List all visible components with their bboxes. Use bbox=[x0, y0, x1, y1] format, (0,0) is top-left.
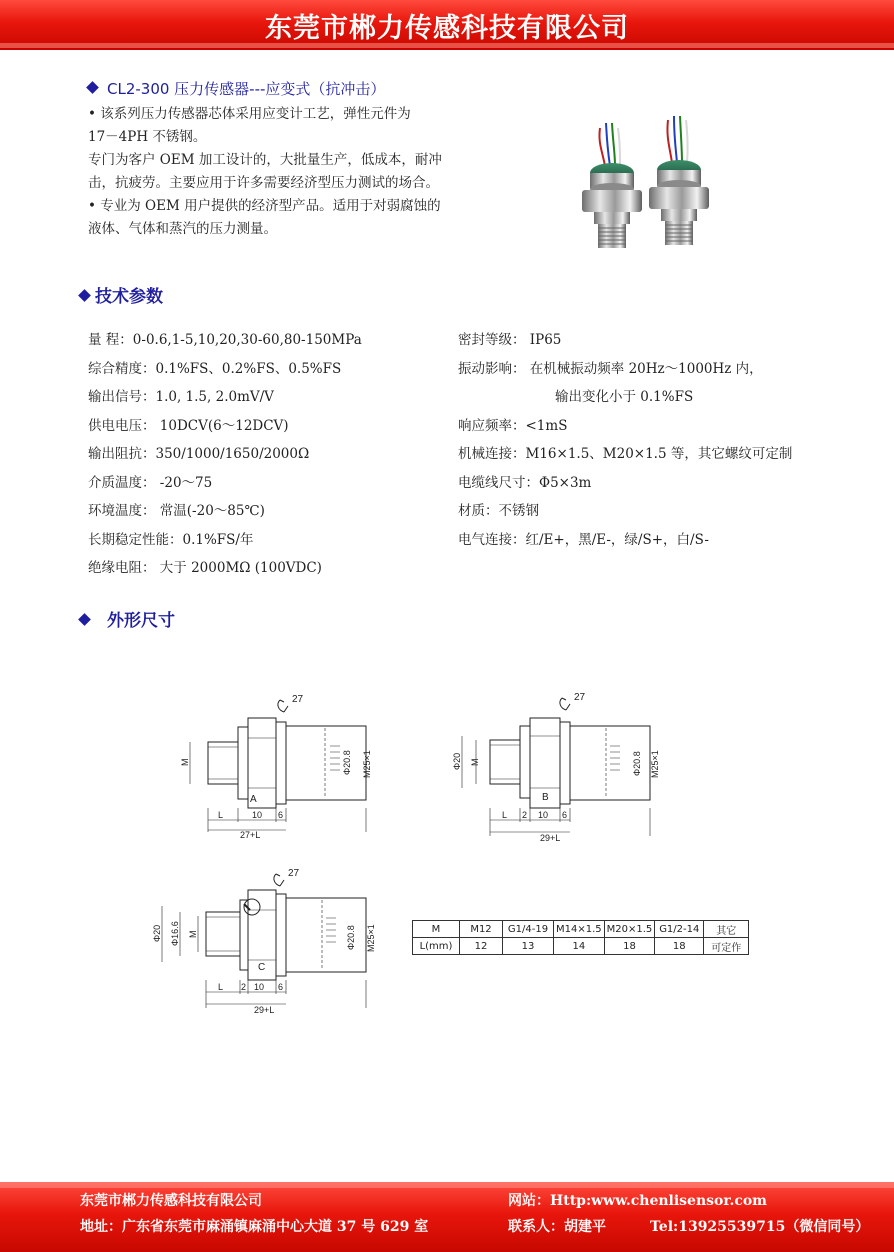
table-cell: 18 bbox=[604, 938, 655, 955]
sensor-right bbox=[649, 116, 709, 245]
table-cell: L(mm) bbox=[413, 938, 460, 955]
drawing-b bbox=[448, 688, 668, 853]
table-cell: G1/4-19 bbox=[503, 921, 554, 938]
table-cell: 12 bbox=[460, 938, 503, 955]
footer-website[interactable]: 网站：Http:www.chenlisensor.com bbox=[508, 1193, 767, 1209]
dim-m: M bbox=[180, 758, 190, 766]
wrench-size: 27 bbox=[574, 692, 586, 703]
spec-electrical: 电气连接：红/E+，黑/E-，绿/S+，白/S- bbox=[458, 532, 709, 548]
dim-total: 29+L bbox=[254, 1005, 275, 1015]
table-cell: M bbox=[413, 921, 460, 938]
wrench-icon bbox=[560, 698, 570, 710]
dim-6: 6 bbox=[278, 982, 284, 992]
dim-m: M bbox=[188, 930, 198, 938]
footer-contact: 联系人：胡建平 bbox=[508, 1219, 606, 1235]
spec-vibration-cont: 输出变化小于 0.1%FS bbox=[555, 389, 694, 405]
diamond-bullet-icon bbox=[86, 81, 99, 94]
spec-sealing: 密封等级： IP65 bbox=[458, 332, 562, 348]
spec-supply: 供电电压： 10DCV(6～12DCV) bbox=[88, 418, 289, 434]
dim-10: 10 bbox=[252, 810, 263, 820]
wrench-size: 27 bbox=[292, 694, 304, 705]
spec-impedance: 输出阻抗：350/1000/1650/2000Ω bbox=[88, 446, 310, 462]
dim-dia: Φ20.8 bbox=[632, 751, 642, 776]
diamond-bullet-icon bbox=[78, 289, 91, 302]
footer-stripe bbox=[0, 1182, 894, 1188]
intro-line: 击，抗疲劳。主要应用于许多需要经济型压力测试的场合。 bbox=[88, 175, 439, 191]
spec-accuracy: 综合精度：0.1%FS、0.2%FS、0.5%FS bbox=[88, 361, 342, 377]
header-band bbox=[0, 0, 894, 50]
spec-connection: 机械连接：M16×1.5、M20×1.5 等，其它螺纹可定制 bbox=[458, 446, 793, 462]
spec-output: 输出信号：1.0, 1.5, 2.0mV/V bbox=[88, 389, 274, 405]
dim-10: 10 bbox=[254, 982, 265, 992]
tech-title: 技术参数 bbox=[95, 287, 163, 307]
footer-tel: Tel:13925539715（微信同号） bbox=[650, 1219, 870, 1235]
intro-line: 液体、气体和蒸汽的压力测量。 bbox=[88, 221, 277, 237]
dim-dia: Φ20.8 bbox=[346, 925, 356, 950]
header-line bbox=[0, 48, 894, 50]
dim-body: M25×1 bbox=[650, 750, 660, 778]
wrench-icon bbox=[278, 700, 288, 712]
spec-insulation: 绝缘电阻： 大于 2000MΩ (100VDC) bbox=[88, 560, 322, 576]
intro-title: CL2-300 压力传感器---应变式（抗冲击） bbox=[107, 80, 386, 98]
table-cell: 可定作 bbox=[704, 938, 749, 955]
dim-body: M25×1 bbox=[362, 750, 372, 778]
table-cell: 13 bbox=[503, 938, 554, 955]
dim-6: 6 bbox=[562, 810, 568, 820]
spec-ambient-temp: 环境温度： 常温(-20～85℃) bbox=[88, 503, 265, 519]
spec-cable: 电缆线尺寸：Φ5×3m bbox=[458, 475, 592, 491]
spec-medium-temp: 介质温度： -20～75 bbox=[88, 475, 213, 491]
intro-line: 专门为客户 OEM 加工设计的，大批量生产，低成本，耐冲 bbox=[88, 152, 442, 168]
table-cell: M12 bbox=[460, 921, 503, 938]
table-cell: 14 bbox=[554, 938, 605, 955]
drawing-letter: B bbox=[542, 792, 549, 803]
intro-line: • 专业为 OEM 用户提供的经济型产品。适用于对弱腐蚀的 bbox=[88, 198, 441, 214]
dims-heading bbox=[80, 606, 175, 631]
spec-stability: 长期稳定性能：0.1%FS/年 bbox=[88, 532, 254, 548]
footer-band bbox=[0, 1182, 894, 1252]
dim-l: L bbox=[218, 810, 224, 820]
intro-line: 17－4PH 不锈钢。 bbox=[88, 129, 207, 145]
drawing-a bbox=[180, 690, 390, 850]
dim-total: 29+L bbox=[540, 833, 561, 843]
intro-paragraph bbox=[88, 103, 442, 241]
dims-title: 外形尺寸 bbox=[107, 611, 175, 631]
diamond-bullet-icon bbox=[78, 613, 91, 626]
wrench-icon bbox=[274, 874, 284, 886]
table-cell: M14×1.5 bbox=[554, 921, 605, 938]
dim-10: 10 bbox=[538, 810, 549, 820]
drawing-c bbox=[140, 862, 390, 1022]
spec-range: 量 程：0-0.6,1-5,10,20,30-60,80-150MPa bbox=[88, 332, 362, 348]
dim-left-dia: Φ20 bbox=[152, 924, 162, 942]
table-row bbox=[413, 938, 749, 955]
dim-total: 27+L bbox=[240, 830, 261, 840]
drawing-letter: A bbox=[250, 794, 257, 805]
table-row bbox=[413, 921, 749, 938]
dim-2: 2 bbox=[522, 810, 528, 820]
dim-body: M25×1 bbox=[366, 924, 376, 952]
table-cell: 其它 bbox=[704, 921, 749, 938]
company-title: 东莞市郴力传感科技有限公司 bbox=[265, 13, 629, 44]
dim-m: M bbox=[470, 758, 480, 766]
sensor-left bbox=[582, 123, 642, 248]
table-cell: G1/2-14 bbox=[655, 921, 704, 938]
thread-table bbox=[412, 920, 749, 955]
table-cell: M20×1.5 bbox=[604, 921, 655, 938]
dim-l: L bbox=[218, 982, 224, 992]
intro-line: • 该系列压力传感器芯体采用应变计工艺，弹性元件为 bbox=[88, 106, 411, 122]
intro-heading bbox=[88, 78, 385, 99]
footer-company: 东莞市郴力传感科技有限公司 bbox=[80, 1193, 262, 1209]
tech-heading bbox=[80, 282, 163, 307]
spec-material: 材质：不锈钢 bbox=[458, 503, 539, 519]
dim-l: L bbox=[502, 810, 508, 820]
product-photo bbox=[560, 108, 730, 258]
dim-inner-dia: Φ16.6 bbox=[170, 921, 180, 946]
dim-left-dia: Φ20 bbox=[452, 752, 462, 770]
spec-response: 响应频率：<1mS bbox=[458, 418, 568, 434]
spec-vibration: 振动影响： 在机械振动频率 20Hz～1000Hz 内， bbox=[458, 361, 763, 377]
drawing-letter: C bbox=[258, 962, 266, 973]
footer-address: 地址：广东省东莞市麻涌镇麻涌中心大道 37 号 629 室 bbox=[80, 1219, 429, 1235]
dim-6: 6 bbox=[278, 810, 284, 820]
wrench-size: 27 bbox=[288, 868, 300, 879]
table-cell: 18 bbox=[655, 938, 704, 955]
dim-2: 2 bbox=[241, 982, 247, 992]
dim-dia: Φ20.8 bbox=[342, 750, 352, 775]
